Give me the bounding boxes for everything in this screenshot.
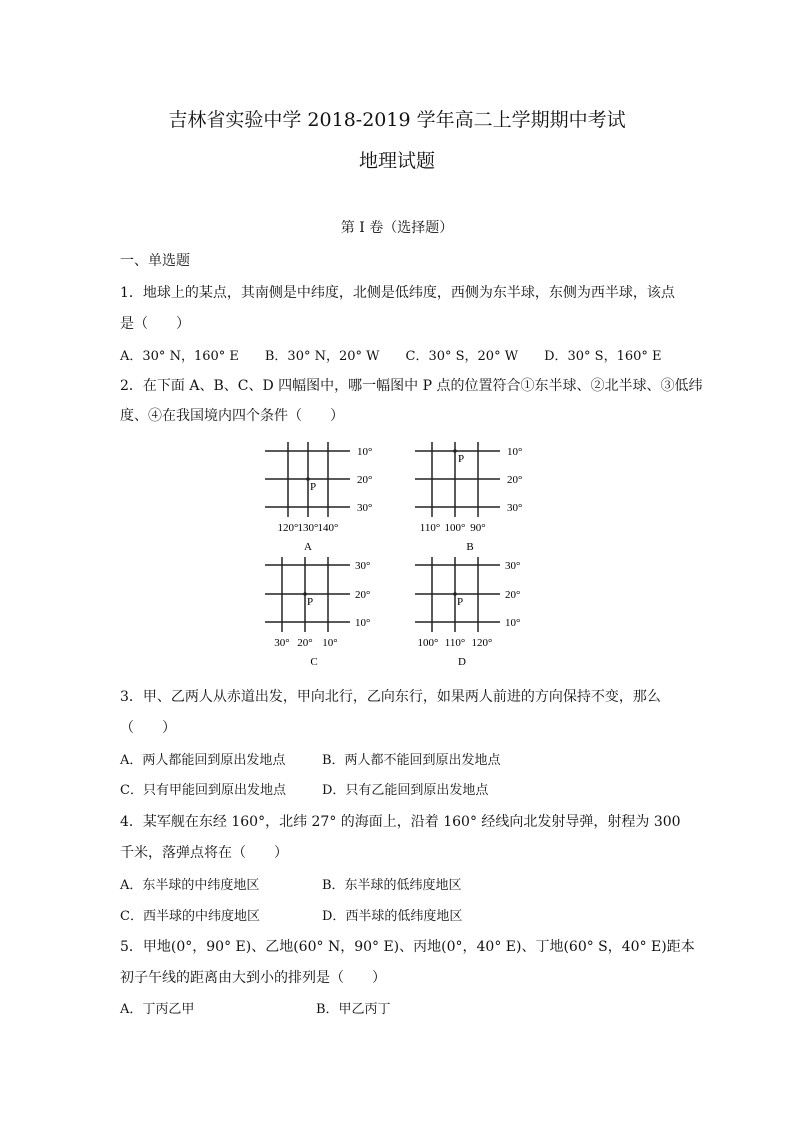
figure-a-lon-2: 130° xyxy=(297,522,319,534)
figure-a-lat-3: 30° xyxy=(357,502,373,514)
figure-c-lat-2: 20° xyxy=(355,589,371,601)
figure-d-lon-2: 110° xyxy=(444,637,466,649)
figure-b-lon-2: 100° xyxy=(444,522,466,534)
exam-title: 吉林省实验中学 2018-2019 学年高二上学期期中考试 xyxy=(168,109,626,131)
figure-a-point-label: P xyxy=(310,481,317,493)
figure-c-lat-3: 10° xyxy=(355,617,371,629)
question-3-line-2: （ ） xyxy=(120,720,176,736)
figure-d-lon-1: 100° xyxy=(417,637,439,649)
figure-d-lon-3: 120° xyxy=(471,637,493,649)
figure-c-caption: C xyxy=(310,656,318,668)
figure-c-lat-1: 30° xyxy=(355,560,371,572)
question-3-option-c: C．只有甲能回到原出发地点 xyxy=(120,783,286,798)
question-1-line-1: 1．地球上的某点，其南侧是中纬度，北侧是低纬度，西侧为东半球，东侧为西半球，该点 xyxy=(120,285,675,301)
question-5-line-2: 初子午线的距离由大到小的排列是（ ） xyxy=(120,970,386,986)
figure-d-caption: D xyxy=(458,656,466,668)
question-1-options: A．30° N，160° E B．30° N，20° W C．30° S，20° W D．30° S，160° E xyxy=(120,349,662,364)
figure-c xyxy=(260,552,390,676)
question-1-line-2: 是（ ） xyxy=(120,316,190,332)
figure-a-lon-3: 140° xyxy=(317,522,339,534)
figure-d xyxy=(410,552,540,676)
question-3-option-b: B．两人都不能回到原出发地点 xyxy=(322,753,501,768)
question-4-option-d: D．西半球的低纬度地区 xyxy=(322,909,463,924)
question-5-option-b: B．甲乙丙丁 xyxy=(316,1002,391,1017)
figure-b-lon-3: 90° xyxy=(470,522,486,534)
exam-subtitle: 地理试题 xyxy=(358,150,435,172)
question-3-option-a: A．两人都能回到原出发地点 xyxy=(120,753,286,768)
figure-a-lon-1: 120° xyxy=(277,522,299,534)
figure-b xyxy=(410,437,540,561)
figure-d-lat-1: 30° xyxy=(505,560,521,572)
question-5-option-a: A．丁丙乙甲 xyxy=(120,1002,195,1017)
question-3-line-1: 3．甲、乙两人从赤道出发，甲向北行，乙向东行，如果两人前进的方向保持不变，那么 xyxy=(120,689,661,705)
figure-a-lat-2: 20° xyxy=(357,474,373,486)
figure-b-lat-1: 10° xyxy=(507,446,523,458)
figure-c-point-label: P xyxy=(307,596,314,608)
question-4-line-2: 千米，落弹点将在（ ） xyxy=(120,845,288,861)
question-4-line-1: 4．某军舰在东经 160°，北纬 27° 的海面上，沿着 160° 经线向北发射导弹，射程为 300 xyxy=(120,814,681,830)
figure-d-lat-3: 10° xyxy=(505,617,521,629)
figure-a-lat-1: 10° xyxy=(357,446,373,458)
question-4-option-c: C．西半球的中纬度地区 xyxy=(120,909,260,924)
figure-b-lon-1: 110° xyxy=(419,522,441,534)
question-2-line-1: 2．在下面 A、B、C、D 四幅图中，哪一幅图中 P 点的位置符合①东半球、②北半球、③低纬 xyxy=(120,378,703,394)
figure-d-point-label: P xyxy=(457,596,464,608)
figure-a xyxy=(260,437,390,561)
figure-b-caption: B xyxy=(466,541,474,553)
section-heading: 第 I 卷（选择题） xyxy=(340,220,454,236)
figure-b-point-label: P xyxy=(458,453,465,465)
question-3-option-d: D．只有乙能回到原出发地点 xyxy=(322,783,489,798)
figure-c-lon-3: 10° xyxy=(322,637,338,649)
question-4-option-a: A．东半球的中纬度地区 xyxy=(120,878,260,893)
figure-a-caption: A xyxy=(304,541,312,553)
figure-d-lat-2: 20° xyxy=(505,589,521,601)
figure-b-lat-3: 30° xyxy=(507,502,523,514)
part-heading: 一、单选题 xyxy=(120,253,190,269)
figure-c-lon-2: 20° xyxy=(297,637,313,649)
question-2-line-2: 度、④在我国境内四个条件（ ） xyxy=(120,408,344,424)
figure-b-lat-2: 20° xyxy=(507,474,523,486)
question-5-line-1: 5．甲地(0°，90° E)、乙地(60° N，90° E)、丙地(0°，40° E)、丁地(60° S，40° E)距本 xyxy=(120,939,695,955)
question-4-option-b: B．东半球的低纬度地区 xyxy=(322,878,462,893)
figure-c-lon-1: 30° xyxy=(274,637,290,649)
